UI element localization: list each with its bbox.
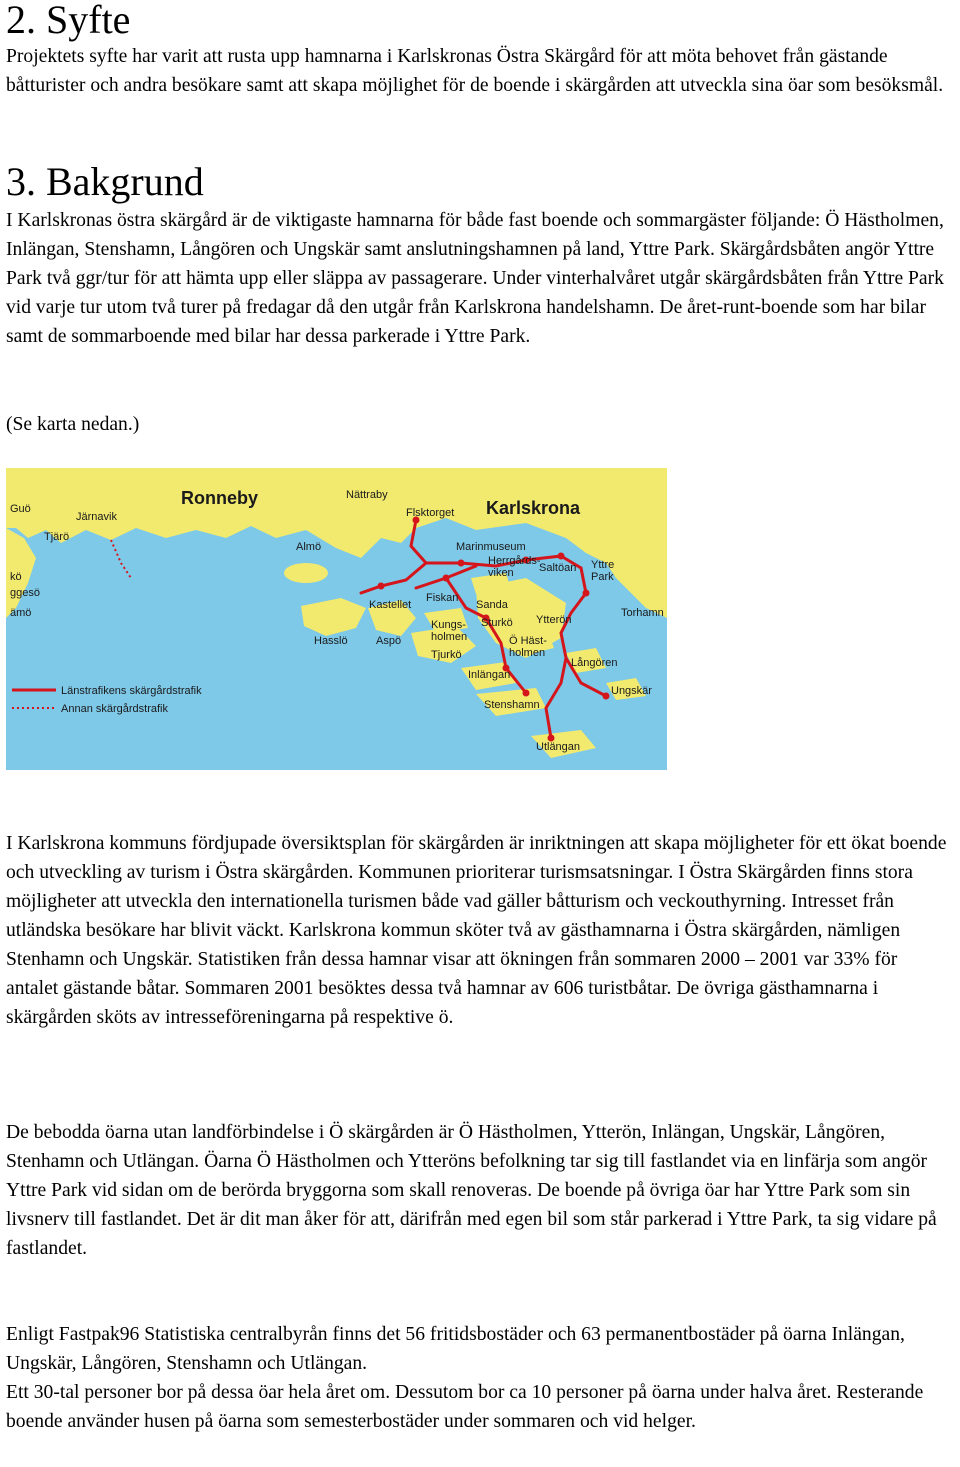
legend-label-solid: Länstrafikens skärgårdstrafik [61,685,202,697]
paragraph-turism: I Karlskrona kommuns fördjupade översiktsplan för skärgården är inriktningen att skapa möjligheter för ett ökat boende och utveckling av turism i Östra skärgården. Kommunen prioriterar turismsatsningar. I Östra Skärgården finns stora möjligheter att utveckla den internationella turismen både vad gäller båtturism och veckouthyrning. Intresset från utländska besökare har blivit väckt. Karlskrona kommun sköter två av gästhamnarna i Östra skärgården, nämligen Stenhamn och Ungskär. Statistiken från dessa hamnar visar att ökningen från sommaren 2000 – 2001 var 33% för antalet gästande båtar. Sommaren 2001 besöktes dessa två hamnar av 606 turistbåtar. De övriga gästhamnarna i skärgården sköts av intresseföreningarna på respektive ö. [6,833,947,1028]
map-label-saltoan: Saltöan [539,562,577,574]
map-label-aspo: Aspö [376,635,402,647]
map-label-langoren: Långören [571,657,618,669]
map-label-kungsholmen: Kungs- [431,619,466,631]
map-label-ronneby: Ronneby [181,488,259,508]
map-label-nattraby: Nättraby [346,489,388,501]
paragraph-bebodda-oar: De bebodda öarna utan landförbindelse i Ö skärgården är Ö Hästholmen, Ytterön, Inlängan, Ungskär, Långören, Stenhamn och Utlängan. Öarna Ö Hästholmen och Ytteröns befolkning tar sig till fastlandet via en linfärja som angör Yttre Park vid sidan om de berörda bryggorna som skall renoveras. De boende på övriga öar har Yttre Park som sin livsnerv till fastlandet. Det är dit man åker för att, därifrån med egen bil som står parkerad i Yttre Park, ta sig vidare på fastlandet. [6,1122,937,1259]
paragraph-boende: Ett 30-tal personer bor på dessa öar hela året om. Dessutom bor ca 10 personer på öarna under halva året. Resterande boende använder husen på öarna som semesterbostäder under sommaren och vid helger. [6,1382,924,1432]
map-label-torhamn: Torhamn [621,607,664,619]
map-label-holmen: holmen [431,631,468,643]
map-label-stenshamn: Stenshamn [484,699,540,711]
map-label-herrgards: Herrgårds- [488,555,541,567]
map-label-jarnavik: Järnavik [76,511,117,523]
see-map-note: (Se karta nedan.) [6,414,140,435]
map-label-ungskar: Ungskär [611,685,652,697]
paragraph-statistik: Enligt Fastpak96 Statistiska centralbyrån finns det 56 fritidsbostäder och 63 permanentbostäder på öarna Inlängan, Ungskär, Långören, Stenshamn och Utlängan. [6,1324,905,1374]
map-label-fiskan: Fiskan [426,592,459,604]
paragraph-bakgrund: I Karlskronas östra skärgård är de viktigaste hamnarna för både fast boende och sommargäster följande: Ö Hästholmen, Inlängan, Stenshamn, Långören och Ungskär samt anslutningshamnen på land, Yttre Park. Skärgårdsbåten angör Yttre Park två ggr/tur för att hämta upp eller släppa av passagerare. Under vinterhalvåret utgår skärgårdsbåten från Yttre Park vid varje tur utom två turer på fredagar då den utgår från Karlskrona handelshamn. De året-runt-boende som har bilar samt de sommarboende med bilar har dessa parkerade i Yttre Park. [6,210,944,347]
map-label-karlskrona: Karlskrona [486,498,581,518]
map-label-guo: Guö [10,503,31,515]
map-label-flsktorget: Flsktorget [406,507,455,519]
map-label-ko: kö [10,571,22,583]
map-label-amo: ämö [10,607,32,619]
map-label-kastellet: Kastellet [369,599,412,611]
legend-label-dotted: Annan skärgårdstrafik [61,703,168,715]
section-heading-syfte: 2. Syfte [6,0,131,42]
map-label-almo: Almö [296,541,322,553]
map-label-ytteron: Ytterön [536,614,572,626]
map-label-marinmuseum: Marinmuseum [456,541,526,553]
map-label-tjurko: Tjurkö [431,649,462,661]
map-label-viken: viken [488,567,514,579]
map-label-tjaro: Tjärö [44,531,70,543]
map-label-sanda: Sanda [476,599,508,611]
map-label-holmen2: holmen [509,647,546,659]
map-label-ggeso: ggesö [10,587,40,599]
archipelago-map [6,468,667,770]
map-label-yttre: Yttre [591,559,615,571]
map-label-utlangan: Utlängan [536,741,581,753]
map-label-inlangan: Inlängan [468,669,511,681]
map-label-hasslo: Hasslö [314,635,348,647]
map-island-almo [284,563,328,583]
map-label-park: Park [591,571,614,583]
map-label-sturko: Sturkö [481,617,513,629]
map-label-ohast: Ö Häst- [509,635,547,647]
section-heading-bakgrund: 3. Bakgrund [6,159,204,204]
paragraph-syfte: Projektets syfte har varit att rusta upp hamnarna i Karlskronas Östra Skärgård för att möta behovet från gästande båtturister och andra besökare samt att skapa möjlighet för de boende i skärgården att utveckla sina öar som besöksmål. [6,46,944,96]
